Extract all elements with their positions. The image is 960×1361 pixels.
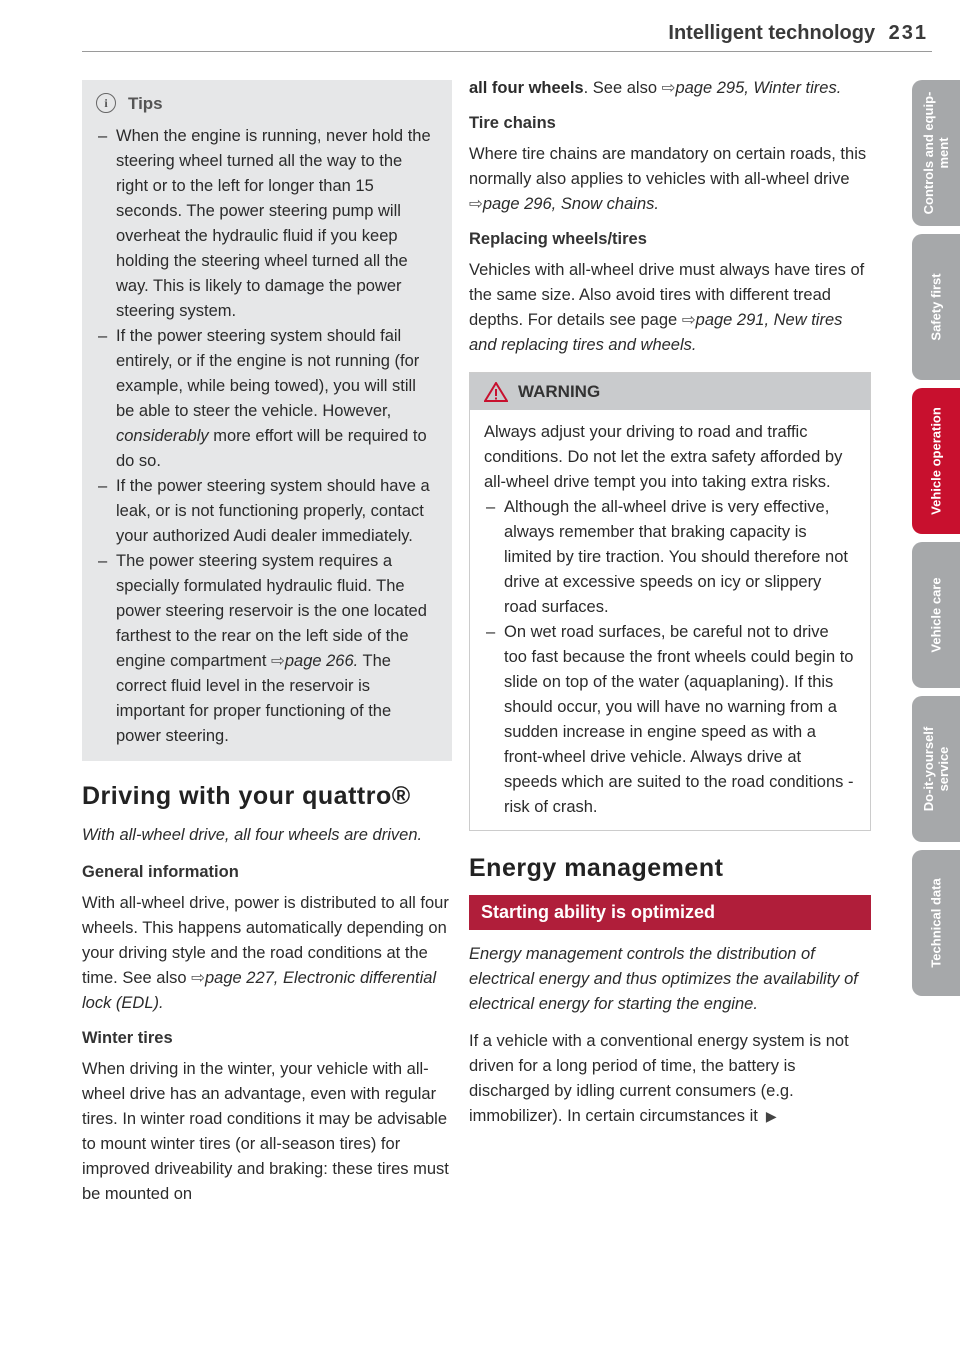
- tab-safety[interactable]: Safety first: [912, 234, 960, 380]
- general-info-heading: General information: [82, 863, 239, 881]
- tips-title: Tips: [128, 93, 163, 113]
- page-ref-link[interactable]: ⇨page 296, Snow chains.: [469, 195, 659, 213]
- page-ref-link[interactable]: ⇨page 227, Electronic differential lock (EDL).: [82, 969, 437, 1012]
- energy-heading: Energy management: [469, 854, 724, 882]
- tip-emphasis: considerably: [116, 427, 209, 445]
- tip-item: – If the power steering system should have a leak, or is not functioning properly, contact your authorized Audi dealer immediately.: [96, 474, 438, 549]
- tire-chains-text: Where tire chains are mandatory on certain roads, this normally also applies to vehicles with all-wheel drive ⇨page 296, Snow chains.: [469, 145, 867, 213]
- warning-item: – On wet road surfaces, be careful not to drive too fast because the front wheels could begin to slide on top of the water (aquaplaning). If this should occur, you will have no warning from a sudden increase in engine speed as with a front-wheel drive vehicle. Always drive at speeds which are suited to the road conditions - risk of crash.: [484, 620, 856, 820]
- quattro-intro: With all-wheel drive, all four wheels are driven.: [82, 826, 423, 844]
- tip-item: – If the power steering system should fail entirely, or if the engine is not running (for example, while being towed), you will still be able to steer the vehicle. However, considerably more effort will be required to do so.: [96, 324, 438, 474]
- winter-bold: all four wheels: [469, 79, 584, 97]
- tips-list: [96, 124, 438, 749]
- header-rule: [82, 51, 932, 52]
- tab-technical-data[interactable]: Technical data: [912, 850, 960, 996]
- replacing-text: Vehicles with all-wheel drive must always have tires of the same size. Also avoid tires with different tread depths. For details see page ⇨page 291, New tires and replacing tires and wheels.: [469, 261, 865, 354]
- energy-subheading-bar: Starting ability is optimized: [469, 895, 871, 930]
- page-ref-link[interactable]: ⇨page 295, Winter tires.: [661, 79, 842, 97]
- warning-intro: Always adjust your driving to road and traffic conditions. Do not let the extra safety afforded by all-wheel drive tempt you into taking extra risks.: [484, 423, 843, 491]
- right-column: [469, 76, 871, 1139]
- warning-item: – Although the all-wheel drive is very effective, always remember that braking capacity is limited by tire traction. You should therefore not drive at excessive speeds on icy or slippery road surfaces.: [484, 495, 856, 620]
- tab-controls[interactable]: Controls and equip- ment: [912, 80, 960, 226]
- warning-box: [469, 372, 871, 831]
- tips-header: [96, 88, 438, 118]
- tab-do-it-yourself[interactable]: Do-it-yourself service: [912, 696, 960, 842]
- warning-title: WARNING: [518, 382, 601, 401]
- general-info-text: With all-wheel drive, power is distributed to all four wheels. This happens automatically depending on your driving style and the road conditions at the time. See also ⇨page 227, Electronic differential lock (EDL).: [82, 894, 449, 1012]
- page-header: [668, 22, 928, 45]
- quattro-heading: Driving with your quattro®: [82, 782, 411, 810]
- tab-vehicle-care[interactable]: Vehicle care: [912, 542, 960, 688]
- left-column: [82, 80, 452, 1217]
- warning-icon: [484, 382, 508, 402]
- page-number: 231: [888, 22, 928, 44]
- warning-list: [484, 495, 856, 820]
- tab-vehicle-operation[interactable]: Vehicle operation: [912, 388, 960, 534]
- warning-header: [470, 373, 870, 410]
- warning-body: [470, 410, 870, 830]
- winter-tires-continued: all four wheels. See also ⇨page 295, Winter tires.: [469, 79, 842, 97]
- energy-intro: Energy management controls the distribution of electrical energy and thus optimizes the availability of electrical energy for starting the engine.: [469, 945, 858, 1013]
- continue-arrow-icon: ▶: [765, 1108, 777, 1124]
- tire-chains-heading: Tire chains: [469, 114, 556, 132]
- energy-text: If a vehicle with a conventional energy system is not driven for a long period of time, the battery is discharged by idling current consumers (e.g. immobilizer). In certain circumstances it ▶: [469, 1032, 849, 1125]
- tip-item: – The power steering system requires a specially formulated hydraulic fluid. The power steering reservoir is the one located farthest to the rear on the left side of the engine compartment ⇨page 266. The correct fluid level in the reservoir is important for proper functioning of the power steering.: [96, 549, 438, 749]
- section-title: Intelligent technology: [668, 22, 876, 44]
- winter-tires-text: When driving in the winter, your vehicle with all-wheel drive has an advantage, even with regular tires. In winter road conditions it may be advisable to mount winter tires (or all-season tires) for improved driveability and braking: these tires must be mounted on: [82, 1060, 449, 1203]
- winter-tires-heading: Winter tires: [82, 1029, 173, 1047]
- page-ref-link[interactable]: ⇨page 291, New tires and replacing tires and wheels.: [469, 311, 843, 354]
- tips-box: [82, 80, 452, 761]
- page-ref-link[interactable]: ⇨page 266.: [271, 652, 359, 670]
- replacing-heading: Replacing wheels/tires: [469, 230, 647, 248]
- tip-item: – When the engine is running, never hold the steering wheel turned all the way to the right or to the left for longer than 15 seconds. The power steering pump will overheat the hydraulic fluid if you keep holding the steering wheel turned all the way. This is likely to damage the power steering system.: [96, 124, 438, 324]
- info-icon: i: [96, 93, 116, 113]
